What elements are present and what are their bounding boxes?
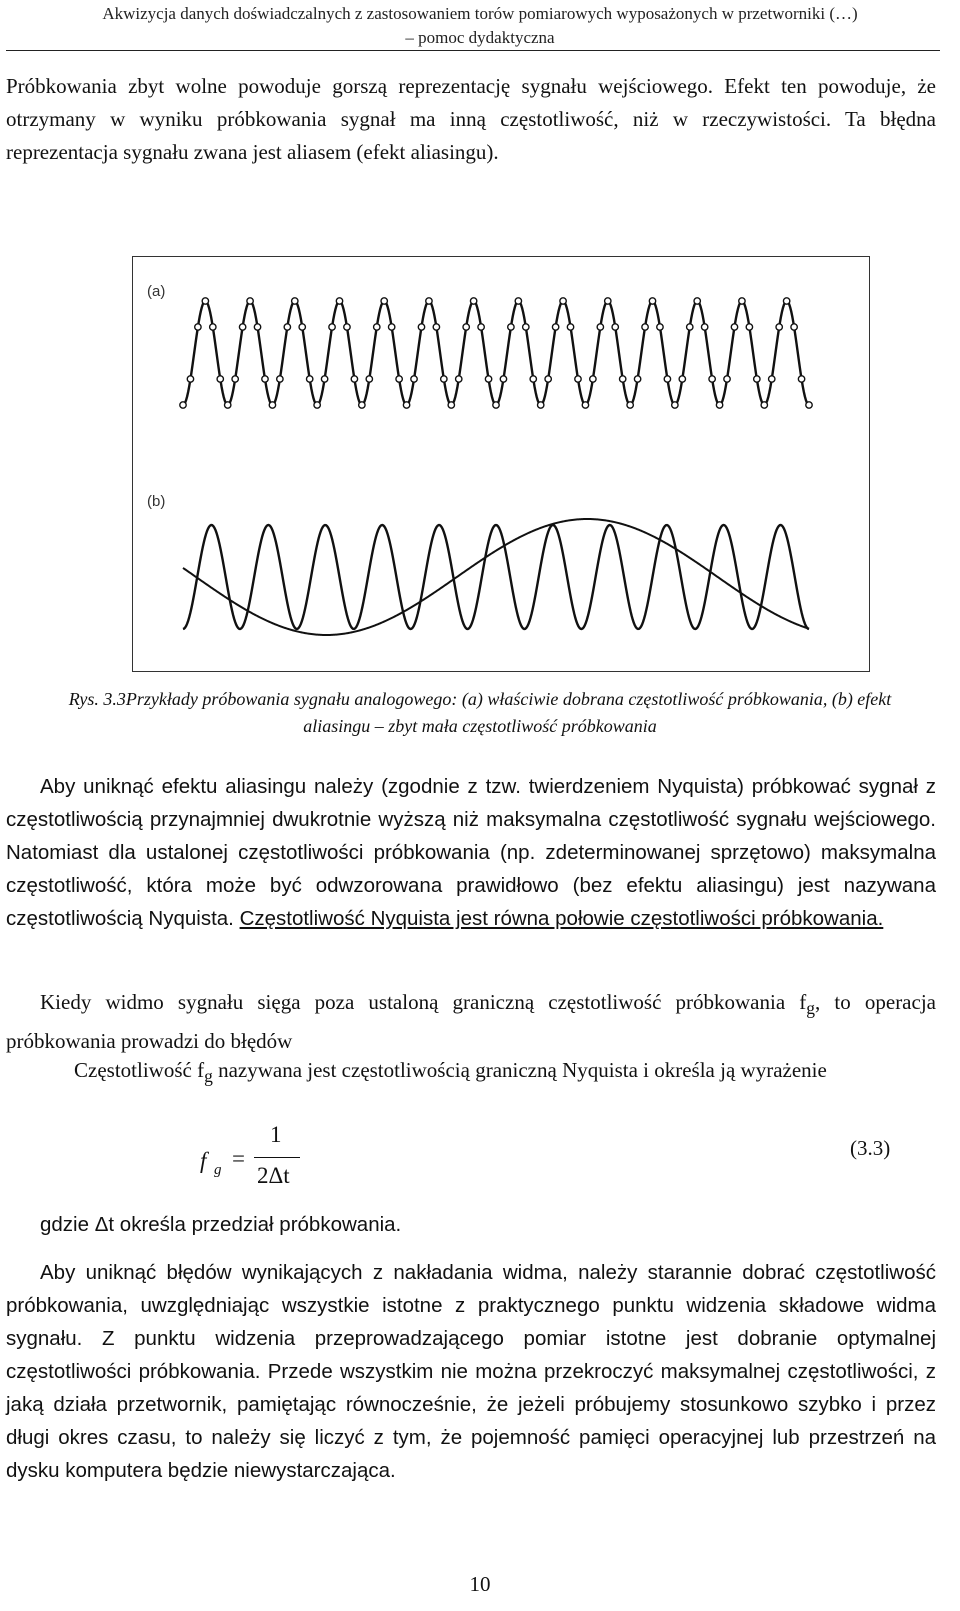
sample-point bbox=[739, 298, 745, 304]
sample-point bbox=[314, 402, 320, 408]
sample-point bbox=[493, 402, 499, 408]
sample-point bbox=[582, 402, 588, 408]
fg-text-before: Częstotliwość f bbox=[74, 1058, 205, 1082]
sample-point bbox=[254, 324, 260, 330]
sample-point bbox=[418, 324, 424, 330]
panel-b-label: (b) bbox=[147, 493, 166, 510]
panel-a-label: (a) bbox=[147, 283, 166, 300]
sample-point bbox=[642, 324, 648, 330]
panel-b-signal bbox=[183, 525, 809, 629]
sample-point bbox=[374, 324, 380, 330]
sample-point bbox=[262, 376, 268, 382]
sample-point bbox=[716, 402, 722, 408]
sample-point bbox=[664, 376, 670, 382]
nyquist-formula bbox=[200, 1120, 340, 1200]
sample-point bbox=[701, 324, 707, 330]
sample-point bbox=[485, 376, 491, 382]
sample-point bbox=[634, 376, 640, 382]
sample-point bbox=[709, 376, 715, 382]
formula-numerator: 1 bbox=[270, 1122, 282, 1147]
sample-point bbox=[277, 376, 283, 382]
header-line-1: Akwizycja danych doświadczalnych z zastosowaniem torów pomiarowych wyposażonych w przetworniki (…) bbox=[102, 4, 858, 23]
sample-point bbox=[731, 324, 737, 330]
sample-point bbox=[359, 402, 365, 408]
panel-b-alias-signal bbox=[183, 519, 809, 635]
sample-point bbox=[575, 376, 581, 382]
sample-point bbox=[247, 298, 253, 304]
spectrum-text-before: Kiedy widmo sygnału sięga poza ustaloną graniczną częstotliwość próbkowania f bbox=[40, 990, 807, 1014]
sample-point bbox=[783, 298, 789, 304]
sample-point bbox=[232, 376, 238, 382]
sample-point bbox=[292, 298, 298, 304]
nyquist-underlined-statement: Częstotliwość Nyquista jest równa połowie częstotliwości próbkowania. bbox=[239, 907, 884, 930]
sampling-figure bbox=[132, 256, 870, 672]
sample-point bbox=[590, 376, 596, 382]
sample-point bbox=[627, 402, 633, 408]
sample-point bbox=[217, 376, 223, 382]
sample-point bbox=[649, 298, 655, 304]
sample-point bbox=[612, 324, 618, 330]
sample-point bbox=[344, 324, 350, 330]
sample-point bbox=[180, 402, 186, 408]
sample-point bbox=[806, 402, 812, 408]
sample-point bbox=[411, 376, 417, 382]
panel-b-sine-curve bbox=[183, 525, 809, 629]
paragraph-delta-t: gdzie Δt określa przedział próbkowania. bbox=[40, 1213, 402, 1236]
sample-point bbox=[508, 324, 514, 330]
sample-point bbox=[567, 324, 573, 330]
sample-point bbox=[187, 376, 193, 382]
sample-point bbox=[448, 402, 454, 408]
sample-point bbox=[456, 376, 462, 382]
sample-point bbox=[791, 324, 797, 330]
sample-point bbox=[336, 298, 342, 304]
sample-point bbox=[679, 376, 685, 382]
sample-point bbox=[605, 298, 611, 304]
sample-point bbox=[470, 298, 476, 304]
paragraph-spectrum bbox=[6, 986, 936, 1058]
sample-point bbox=[381, 298, 387, 304]
sample-point bbox=[388, 324, 394, 330]
sample-point bbox=[478, 324, 484, 330]
formula-lhs-subscript: g bbox=[214, 1162, 222, 1178]
sample-point bbox=[746, 324, 752, 330]
sample-point bbox=[687, 324, 693, 330]
panel-a-sine-curve bbox=[183, 301, 809, 405]
sample-point bbox=[657, 324, 663, 330]
panel-b-alias-curve bbox=[183, 519, 809, 635]
sample-point bbox=[776, 324, 782, 330]
header-line-2: – pomoc dydaktyczna bbox=[405, 28, 555, 47]
sample-point bbox=[538, 402, 544, 408]
sample-point bbox=[798, 376, 804, 382]
fg-text-after: nazywana jest częstotliwością graniczną Nyquista i określa ją wyrażenie bbox=[212, 1058, 827, 1082]
formula-fraction-bar bbox=[254, 1157, 300, 1158]
sample-point bbox=[463, 324, 469, 330]
nyquist-text: Aby uniknąć efektu aliasingu należy (zgodnie z tzw. twierdzeniem Nyquista) próbkować sygnał z częstotliwością przynajmniej dwukrotnie wyższą niż maksymalna częstotliwość sygnału wejściowego. Natomiast dla ustalonej częstotliwości próbkowania (np. zdeterminowanej sprzętowo) maksymalna częstotliwość, która może być odwzorowana prawidłowo (bez efektu aliasingu) jest nazywana częstotliwością Nyquista. bbox=[6, 775, 936, 930]
sample-point bbox=[560, 298, 566, 304]
sample-point bbox=[321, 376, 327, 382]
sample-point bbox=[403, 402, 409, 408]
equation-number: (3.3) bbox=[850, 1136, 891, 1160]
sample-point bbox=[284, 324, 290, 330]
sample-point bbox=[761, 402, 767, 408]
sample-point bbox=[769, 376, 775, 382]
formula-equals: = bbox=[232, 1146, 245, 1171]
panel-a-samples bbox=[180, 298, 812, 408]
sample-point bbox=[306, 376, 312, 382]
formula-lhs: f bbox=[200, 1148, 207, 1173]
paragraph-fg-definition bbox=[6, 1054, 936, 1093]
sample-point bbox=[269, 402, 275, 408]
figure-caption: Rys. 3.3Przykłady próbowania sygnału analogowego: (a) właściwie dobrana częstotliwość próbkowania, (b) efekt aliasingu – zbyt mała częstotliwość próbkowania bbox=[68, 689, 892, 736]
panel-a-signal bbox=[183, 301, 809, 405]
spectrum-subscript: g bbox=[806, 998, 816, 1019]
page-number: 10 bbox=[469, 1572, 491, 1596]
sample-point bbox=[694, 298, 700, 304]
sample-point bbox=[597, 324, 603, 330]
sampling-figure-plot bbox=[133, 257, 869, 671]
sample-point bbox=[329, 324, 335, 330]
sample-point bbox=[210, 324, 216, 330]
sample-point bbox=[441, 376, 447, 382]
sample-point bbox=[366, 376, 372, 382]
sample-point bbox=[724, 376, 730, 382]
sample-point bbox=[672, 402, 678, 408]
running-header bbox=[0, 2, 960, 50]
paragraph-nyquist-theorem bbox=[6, 770, 936, 935]
sample-point bbox=[433, 324, 439, 330]
sample-point bbox=[530, 376, 536, 382]
sample-point bbox=[396, 376, 402, 382]
sample-point bbox=[299, 324, 305, 330]
sample-point bbox=[552, 324, 558, 330]
sample-point bbox=[515, 298, 521, 304]
formula-denominator: 2Δt bbox=[257, 1163, 290, 1188]
sample-point bbox=[202, 298, 208, 304]
fg-subscript: g bbox=[204, 1066, 213, 1087]
sample-point bbox=[225, 402, 231, 408]
header-divider bbox=[6, 50, 940, 51]
sample-point bbox=[426, 298, 432, 304]
paragraph-aliasing-intro: Próbkowania zbyt wolne powoduje gorszą reprezentację sygnału wejściowego. Efekt ten powoduje, że otrzymany w wyniku próbkowania sygnał ma inną częstotliwość, niż w rzeczywistości. Ta błędna reprezentacja sygnału zwana jest aliasem (efekt aliasingu). bbox=[6, 74, 936, 164]
spectrum-text-after: , to operacja próbkowania prowadzi do błędów bbox=[6, 990, 936, 1054]
sample-point bbox=[239, 324, 245, 330]
sample-point bbox=[754, 376, 760, 382]
sample-point bbox=[545, 376, 551, 382]
sample-point bbox=[619, 376, 625, 382]
sample-point bbox=[351, 376, 357, 382]
sample-point bbox=[523, 324, 529, 330]
paragraph-sampling-choice: Aby uniknąć błędów wynikających z nakładania widma, należy starannie dobrać częstotliwość próbkowania, uwzględniając wszystkie istotne z praktycznego punktu widzenia składowe widma sygnału. Z punktu widzenia przeprowadzającego pomiar istotne jest dobranie optymalnej częstotliwości próbkowania. Przede wszystkim nie można przekroczyć maksymalnej częstotliwości, z jaką działa przetwornik, pamiętając równocześnie, że jeżeli próbujemy stosunkowo szybko i przez długi okres czasu, to należy się liczyć z tym, że pojemność pamięci operacyjnej lub przestrzeń na dysku komputera będzie niewystarczająca. bbox=[6, 1261, 936, 1482]
sample-point bbox=[195, 324, 201, 330]
sample-point bbox=[500, 376, 506, 382]
